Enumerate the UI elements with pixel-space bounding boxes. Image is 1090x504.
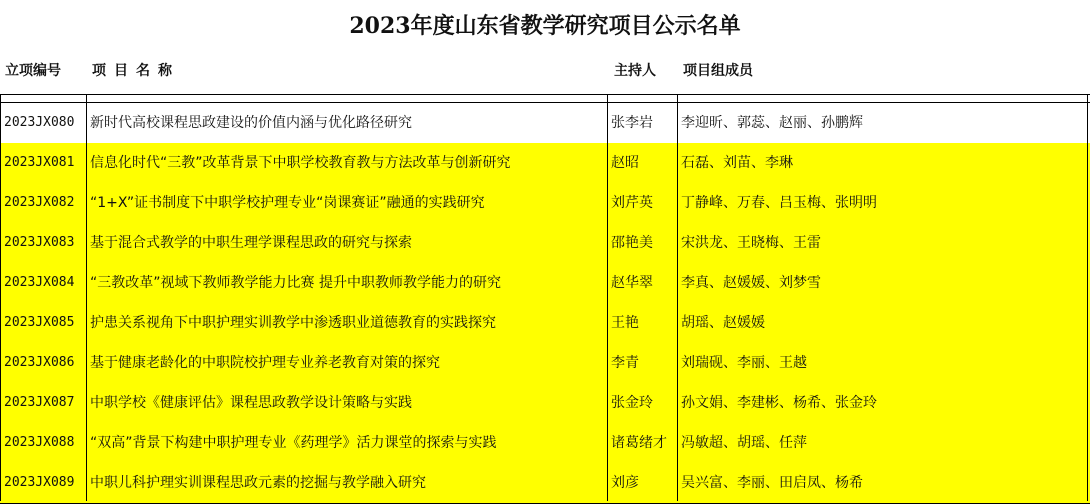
grid-line (677, 48, 678, 501)
page-title: 2023年度山东省教学研究项目公示名单 (0, 0, 1090, 49)
cell-members: 孙文娟、李建彬、杨希、张金玲 (681, 395, 877, 411)
grid-line (607, 48, 608, 501)
cell-host: 李青 (611, 355, 639, 371)
cell-members: 吴兴富、李丽、田启凤、杨希 (681, 475, 863, 491)
grid-line (1087, 48, 1088, 501)
data-table (0, 48, 1090, 501)
cell-id: 2023JX080 (4, 115, 75, 130)
cell-id: 2023JX082 (4, 195, 75, 210)
table-row[interactable] (0, 303, 1090, 344)
cell-id: 2023JX089 (4, 475, 75, 490)
cell-host: 诸葛绪才 (611, 435, 667, 451)
cell-host: 邵艳美 (611, 235, 653, 251)
cell-project-name: “双高”背景下构建中职护理专业《药理学》活力课堂的探索与实践 (90, 435, 497, 451)
cell-project-name: 信息化时代“三教”改革背景下中职学校教育教与方法改革与创新研究 (90, 155, 511, 171)
cell-host: 刘彦 (611, 475, 639, 491)
table-row[interactable] (0, 423, 1090, 464)
table-row[interactable] (0, 103, 1090, 144)
cell-members: 胡瑶、赵媛媛 (681, 315, 765, 331)
cell-id: 2023JX086 (4, 355, 75, 370)
cell-id: 2023JX081 (4, 155, 75, 170)
cell-host: 赵华翠 (611, 275, 653, 291)
cell-members: 李迎昕、郭蕊、赵丽、孙鹏辉 (681, 115, 863, 131)
cell-project-name: “三教改革”视域下教师教学能力比赛 提升中职教师教学能力的研究 (90, 275, 501, 291)
cell-host: 张李岩 (611, 115, 653, 131)
cell-id: 2023JX088 (4, 435, 75, 450)
table-row[interactable] (0, 383, 1090, 424)
cell-members: 冯敏超、胡瑶、任萍 (681, 435, 807, 451)
cell-project-name: 中职儿科护理实训课程思政元素的挖掘与教学融入研究 (90, 475, 426, 491)
table-row[interactable] (0, 263, 1090, 304)
cell-id: 2023JX084 (4, 275, 75, 290)
header-id: 立项编号 (5, 63, 61, 79)
cell-project-name: 基于混合式教学的中职生理学课程思政的研究与探索 (90, 235, 412, 251)
cell-project-name: “1+X”证书制度下中职学校护理专业“岗课赛证”融通的实践研究 (90, 195, 485, 211)
cell-host: 王艳 (611, 315, 639, 331)
table-row-partial[interactable] (0, 94, 1090, 103)
table-row[interactable] (0, 223, 1090, 264)
grid-line (86, 48, 87, 501)
cell-host: 张金玲 (611, 395, 653, 411)
cell-members: 李真、赵媛媛、刘梦雪 (681, 275, 821, 291)
cell-members: 宋洪龙、王晓梅、王雷 (681, 235, 821, 251)
header-members: 项目组成员 (683, 63, 753, 79)
cell-project-name: 基于健康老龄化的中职院校护理专业养老教育对策的探究 (90, 355, 440, 371)
cell-members: 丁静峰、万春、吕玉梅、张明明 (681, 195, 877, 211)
cell-host: 刘芹英 (611, 195, 653, 211)
table-header-row (0, 48, 1090, 95)
cell-project-name: 中职学校《健康评估》课程思政教学设计策略与实践 (90, 395, 412, 411)
cell-id: 2023JX085 (4, 315, 75, 330)
cell-members: 刘瑞砚、李丽、王越 (681, 355, 807, 371)
cell-members: 石磊、刘苗、李琳 (681, 155, 793, 171)
table-row[interactable] (0, 143, 1090, 184)
table-row[interactable] (0, 463, 1090, 504)
table-row[interactable] (0, 183, 1090, 224)
cell-project-name: 护患关系视角下中职护理实训教学中渗透职业道德教育的实践探究 (90, 315, 496, 331)
grid-line (0, 48, 1, 501)
cell-id: 2023JX083 (4, 235, 75, 250)
header-host: 主持人 (614, 63, 656, 79)
cell-host: 赵昭 (611, 155, 639, 171)
header-name: 项目名称 (92, 63, 180, 79)
cell-id: 2023JX087 (4, 395, 75, 410)
table-row[interactable] (0, 343, 1090, 384)
cell-project-name: 新时代高校课程思政建设的价值内涵与优化路径研究 (90, 115, 412, 131)
